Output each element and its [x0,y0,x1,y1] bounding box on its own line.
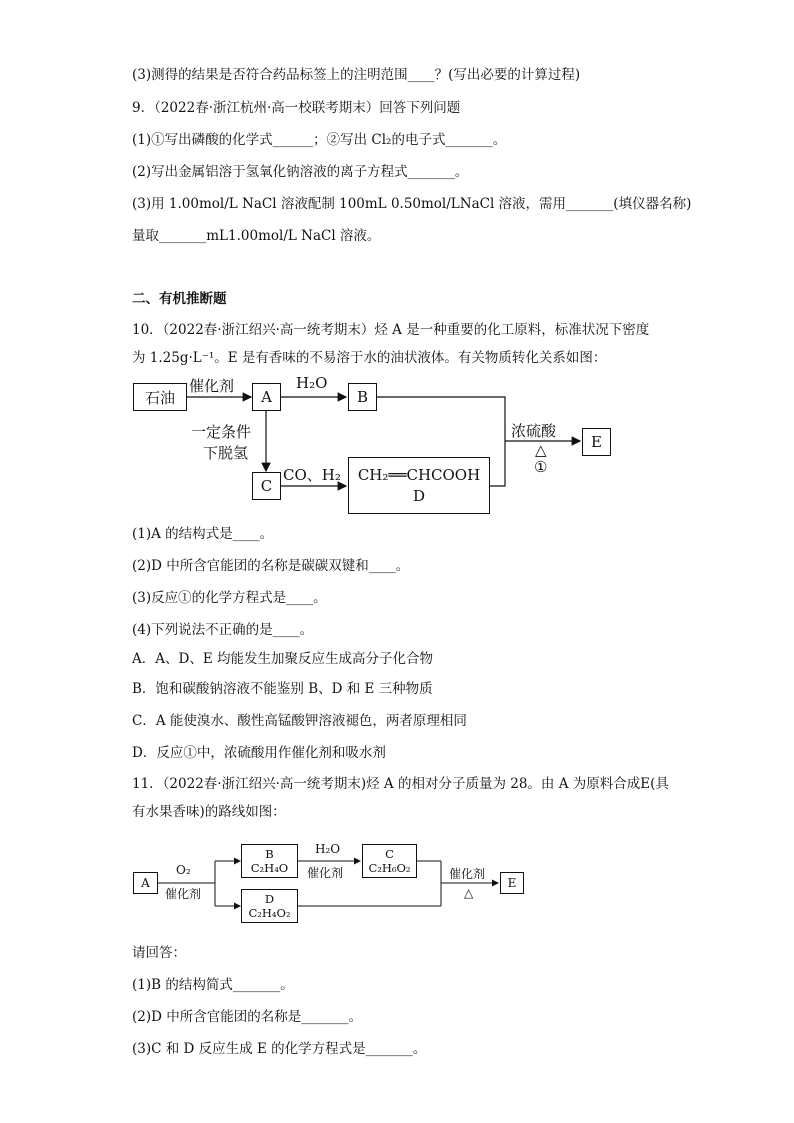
conc-sulfuric-acid-label: 浓硫酸 [511,422,557,440]
compound-a-box: A [252,383,281,411]
q11-stem-line2: 有水果香味)的路线如图： [132,804,286,820]
q11-part2: (2)D 中所含官能团的名称是_______。 [132,1009,362,1025]
q9-part3-line2: 量取_______mL1.00mol/L NaCl 溶液。 [132,228,381,244]
option-b: B．饱和碳酸钠溶液不能鉴别 B、D 和 E 三种物质 [132,681,433,697]
q10-part3: (3)反应①的化学方程式是____。 [132,590,327,606]
q11-ask: 请回答： [132,945,186,961]
d2-compound-b-formula: C₂H₄O [250,861,289,875]
q10-stem-line2: 为 1.25g·L⁻¹。E 是有香味的不易溶于水的油状液体。有关物质转化关系如图： [132,350,607,366]
d2-compound-b-box [241,844,298,878]
d2-catalyst-label-3: 催化剂 [449,867,486,881]
q9-part1: (1)①写出磷酸的化学式______；②写出 Cl₂的电子式_______。 [132,132,507,148]
compound-d-label: D [412,487,426,505]
option-a: A．A、D、E 均能发生加聚反应生成高分子化合物 [132,651,433,667]
q9-part3-line1: (3)用 1.00mol/L NaCl 溶液配制 100mL 0.50mol/LNaCl 溶液，需用_______(填仪器名称) [132,196,692,212]
water-label: H₂O [296,374,328,392]
section-heading: 二、有机推断题 [132,291,227,307]
q10-part4: (4)下列说法不正确的是____。 [132,622,314,638]
d2-heat-symbol: △ [464,886,474,900]
d2-compound-d-box [241,889,298,923]
d2-compound-c-formula: C₂H₆O₂ [368,861,411,875]
d2-catalyst-label-2: 催化剂 [307,866,344,880]
q9-title: 9．（2022春·浙江杭州·高一校联考期末）回答下列问题 [132,100,461,116]
reaction-1-label: ① [534,458,548,476]
heat-symbol: △ [535,441,547,459]
d2-compound-d-label: D [264,892,275,906]
q11-part1: (1)B 的结构简式_______。 [132,977,294,993]
compound-e-box: E [582,428,611,456]
q10-part1: (1)A 的结构式是____。 [132,526,274,542]
d2-compound-e-box: E [500,872,524,894]
catalyst-label: 催化剂 [189,377,235,395]
q10-stem-line1: 10．（2022春·浙江绍兴·高一统考期末）烃 A 是一种重要的化工原料，标准状况下密度 [132,322,650,338]
d2-water-label: H₂O [315,842,341,856]
condition-label-1: 一定条件 [191,423,252,441]
q11-stem-line1: 11．（2022春·浙江绍兴·高一统考期末)烃 A 的相对分子质量为 28。由 A 为原料合成E(具 [132,776,669,792]
d2-catalyst-label-1: 催化剂 [165,887,202,901]
option-c: C．A 能使溴水、酸性高锰酸钾溶液褪色，两者原理相同 [132,713,467,729]
option-d: D．反应①中，浓硫酸用作催化剂和吸水剂 [132,745,386,761]
q10-part2: (2)D 中所含官能团的名称是碳碳双键和____。 [132,558,410,574]
condition-label-2: 下脱氢 [203,444,249,462]
q11-part3: (3)C 和 D 反应生成 E 的化学方程式是_______。 [132,1041,427,1057]
compound-b-box: B [348,383,377,411]
d2-compound-b-label: B [265,847,274,861]
compound-c-box: C [252,472,281,500]
compound-d-formula: CH₂══CHCOOH [357,466,481,484]
petroleum-box: 石油 [133,383,187,411]
co-h2-label: CO、H₂ [283,466,341,484]
q8-part3: (3)测得的结果是否符合药品标签上的注明范围____？(写出必要的计算过程) [132,67,581,83]
d2-oxygen-label: O₂ [176,863,191,877]
q9-part2: (2)写出金属铝溶于氢氧化钠溶液的离子方程式_______。 [132,164,469,180]
d2-compound-a-box: A [133,872,158,894]
d2-compound-c-box [362,844,417,878]
d2-compound-c-label: C [385,847,394,861]
d2-compound-d-formula: C₂H₄O₂ [248,906,291,920]
